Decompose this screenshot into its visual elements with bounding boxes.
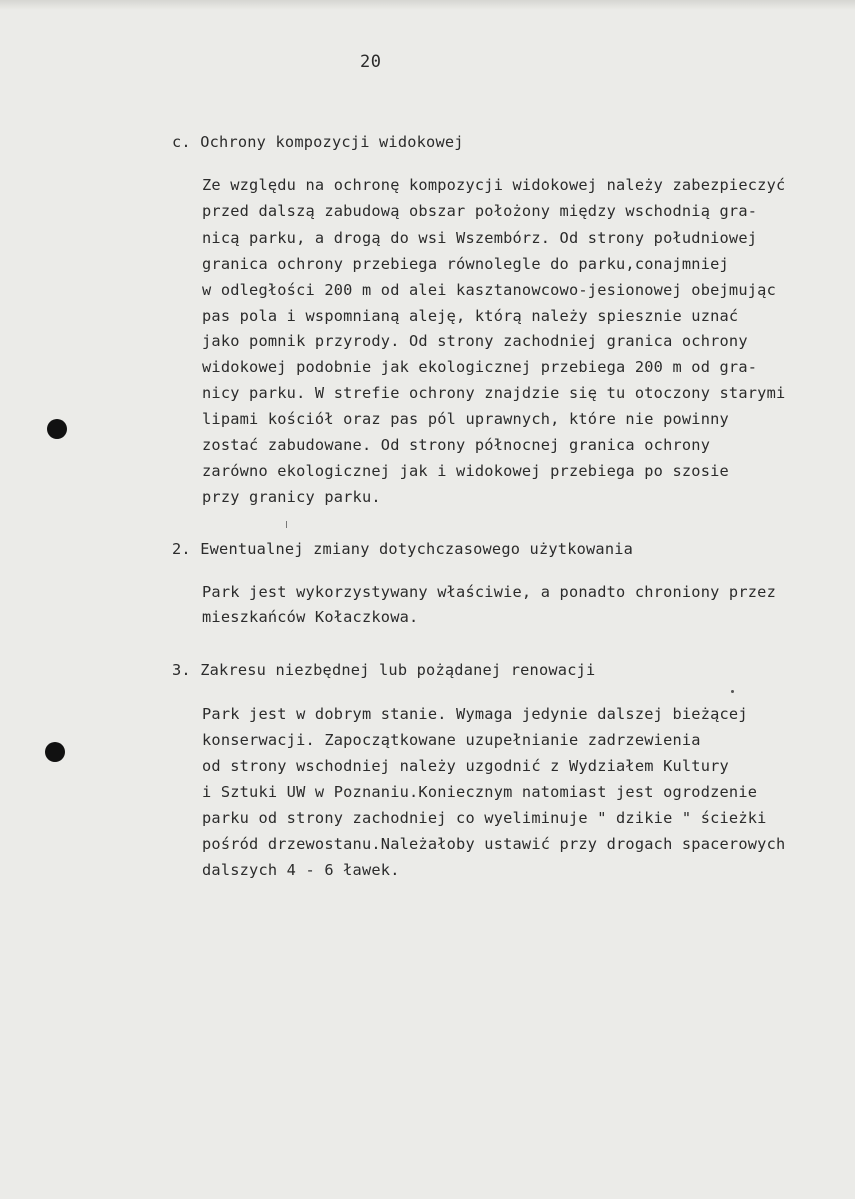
text-line: dalszych 4 - 6 ławek.	[202, 861, 400, 879]
text-line: widokowej podobnie jak ekologicznej przebiega 200 m od gra-	[202, 358, 758, 376]
section-heading-3: 3. Zakresu niezbędnej lub pożądanej renowacji	[172, 661, 596, 679]
section-heading-c: c. Ochrony kompozycji widokowej	[172, 133, 464, 151]
text-line: konserwacji. Zapoczątkowane uzupełnianie zadrzewienia	[202, 731, 701, 749]
page-number: 20	[360, 52, 382, 72]
page-top-edge	[0, 0, 855, 10]
punch-hole-lower	[45, 742, 65, 762]
text-line: nicą parku, a drogą do wsi Wszembórz. Od strony południowej	[202, 229, 758, 247]
text-line: mieszkańców Kołaczkowa.	[202, 608, 419, 626]
text-line: nicy parku. W strefie ochrony znajdzie się tu otoczony starymi	[202, 384, 786, 402]
text-line: parku od strony zachodniej co wyeliminuje " dzikie " ścieżki	[202, 809, 767, 827]
text-line: przed dalszą zabudową obszar położony między wschodnią gra-	[202, 202, 758, 220]
text-line: Park jest wykorzystywany właściwie, a ponadto chroniony przez	[202, 583, 776, 601]
text-line: jako pomnik przyrody. Od strony zachodniej granica ochrony	[202, 332, 748, 350]
paper-mark	[286, 521, 287, 528]
text-line: od strony wschodniej należy uzgodnić z Wydziałem Kultury	[202, 757, 729, 775]
text-line: Park jest w dobrym stanie. Wymaga jedynie dalszej bieżącej	[202, 705, 748, 723]
text-line: zostać zabudowane. Od strony północnej granica ochrony	[202, 436, 711, 454]
text-line: w odległości 200 m od alei kasztanowcowo-jesionowej obejmując	[202, 281, 776, 299]
text-line: i Sztuki UW w Poznaniu.Koniecznym natomiast jest ogrodzenie	[202, 783, 758, 801]
text-line: pośród drzewostanu.Należałoby ustawić przy drogach spacerowych	[202, 835, 786, 853]
text-line: granica ochrony przebiega równolegle do parku,conajmniej	[202, 255, 729, 273]
text-line: przy granicy parku.	[202, 488, 381, 506]
text-line: zarówno ekologicznej jak i widokowej przebiega po szosie	[202, 462, 729, 480]
text-line: pas pola i wspomnianą aleję, którą należy spiesznie uznać	[202, 307, 739, 325]
punch-hole-upper	[47, 419, 67, 439]
text-line: lipami kościół oraz pas pól uprawnych, które nie powinny	[202, 410, 729, 428]
paper-speck	[731, 690, 734, 693]
text-line: Ze względu na ochronę kompozycji widokowej należy zabezpieczyć	[202, 176, 786, 194]
section-heading-2: 2. Ewentualnej zmiany dotychczasowego użytkowania	[172, 540, 634, 558]
